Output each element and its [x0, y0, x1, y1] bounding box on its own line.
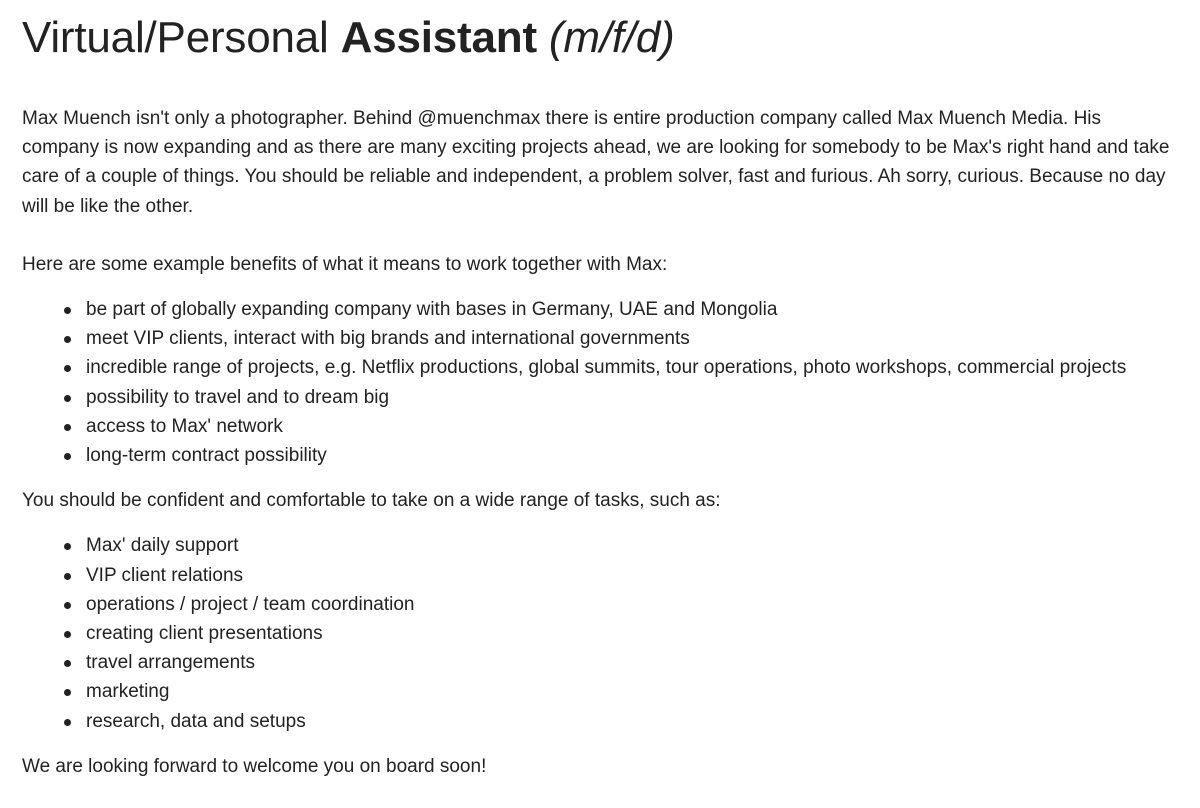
list-item	[64, 441, 1178, 470]
closing-paragraph: We are looking forward to welcome you on board soon!	[22, 755, 487, 777]
list-item-text: research, data and setups	[86, 710, 306, 732]
bullet-icon	[64, 307, 71, 314]
list-item-text: creating client presentations	[86, 623, 323, 645]
list-item-text: Max' daily support	[86, 535, 239, 557]
list-item	[64, 619, 1178, 648]
title-gender-note: (m/f/d)	[536, 13, 675, 62]
list-item	[64, 324, 1178, 353]
benefits-lead: Here are some example benefits of what it means to work together with Max:	[22, 253, 668, 275]
list-item	[64, 353, 1178, 382]
list-item-text: travel arrangements	[86, 652, 255, 674]
list-item	[64, 677, 1178, 706]
list-item	[64, 295, 1178, 324]
list-item-text: incredible range of projects, e.g. Netflix productions, global summits, tour operations, photo workshops, commercial projects	[86, 357, 1127, 379]
bullet-icon	[64, 543, 71, 550]
list-item-text: meet VIP clients, interact with big brands and international governments	[86, 328, 690, 350]
bullet-icon	[64, 660, 71, 667]
list-item	[64, 383, 1178, 412]
tasks-lead: You should be confident and comfortable to take on a wide range of tasks, such as:	[22, 490, 721, 512]
bullet-icon	[64, 573, 71, 580]
bullet-icon	[64, 689, 71, 696]
bullet-icon	[64, 395, 71, 402]
list-item-text: be part of globally expanding company with bases in Germany, UAE and Mongolia	[86, 299, 778, 321]
title-role: Virtual/Personal	[22, 13, 341, 62]
list-item	[64, 707, 1178, 736]
bullet-icon	[64, 424, 71, 431]
bullet-icon	[64, 336, 71, 343]
list-item-text: long-term contract possibility	[86, 445, 327, 467]
list-item-text: operations / project / team coordination	[86, 593, 415, 615]
list-item-text: possibility to travel and to dream big	[86, 386, 390, 408]
bullet-icon	[64, 453, 71, 460]
list-item	[64, 412, 1178, 441]
intro-paragraph: Max Muench isn't only a photographer. Behind @muenchmax there is entire production company called Max Muench Media. His company is now expanding and as there are many exciting projects ahead, we are looking for somebody to be Max's right hand and take care of a couple of things. You should be reliable and independent, a problem solver, fast and furious. Ah sorry, curious. Because no day will be like the other.	[22, 108, 1170, 217]
bullet-icon	[64, 365, 71, 372]
list-item	[64, 648, 1178, 677]
list-item	[64, 561, 1178, 590]
bullet-icon	[64, 631, 71, 638]
bullet-icon	[64, 719, 71, 726]
page-title	[22, 10, 1178, 66]
list-item	[64, 531, 1178, 560]
list-item-text: VIP client relations	[86, 564, 244, 586]
list-item-text: access to Max' network	[86, 415, 283, 437]
list-item	[64, 590, 1178, 619]
benefits-list	[22, 295, 1178, 470]
list-item-text: marketing	[86, 681, 170, 703]
tasks-list	[22, 531, 1178, 735]
bullet-icon	[64, 602, 71, 609]
title-role-emphasis: Assistant	[340, 13, 537, 62]
